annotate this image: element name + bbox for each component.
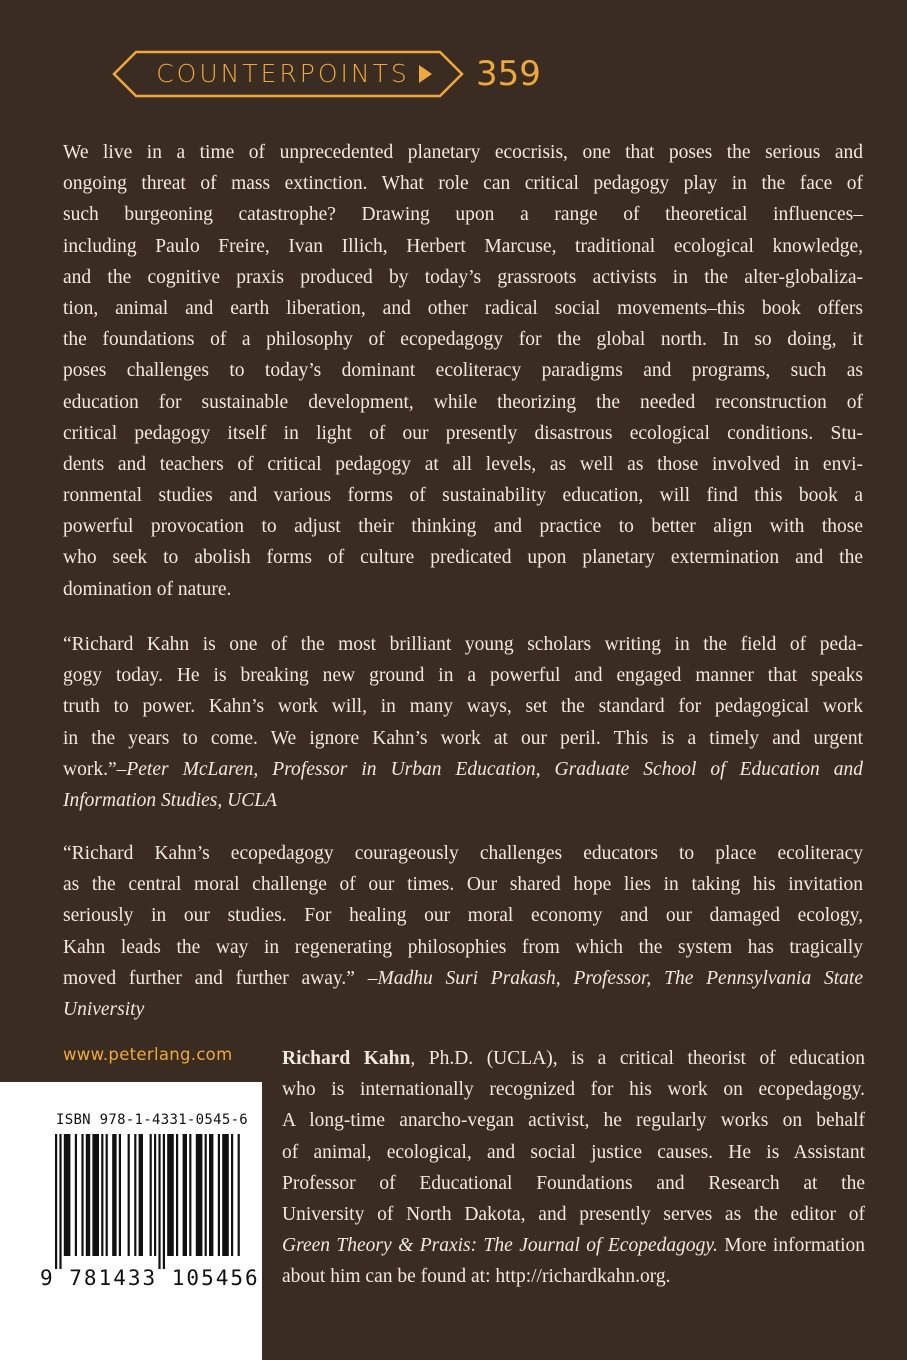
barcode-bar bbox=[238, 1134, 240, 1256]
barcode-bar bbox=[176, 1134, 178, 1256]
quote-line bbox=[63, 754, 863, 785]
barcode bbox=[55, 1134, 241, 1269]
barcode-bar bbox=[189, 1134, 191, 1256]
description-line: who seek to abolish forms of culture predicated upon planetary extermination and the bbox=[63, 547, 863, 569]
barcode-bar bbox=[112, 1134, 116, 1256]
barcode-bar bbox=[55, 1134, 57, 1269]
bio-line: University of North Dakota, and presently serves as the editor of bbox=[282, 1203, 865, 1225]
quote-line: “Richard Kahn’s ecopedagogy courageously challenges educators to place ecoliteracy bbox=[63, 843, 863, 864]
description-line: dents and teachers of critical pedagogy at all levels, as well as those involved in envi- bbox=[63, 453, 863, 475]
description-line: the foundations of a philosophy of ecopedagogy for the global north. In so doing, it bbox=[63, 329, 863, 351]
barcode-bar bbox=[196, 1134, 203, 1256]
barcode-bar bbox=[167, 1134, 174, 1256]
barcode-bar bbox=[205, 1134, 207, 1256]
barcode-panel bbox=[0, 1082, 262, 1360]
quote-line: in the years to come. We ignore Kahn’s work at our peril. This is a timely and urgent bbox=[63, 727, 863, 749]
description-line: critical pedagogy itself in light of our presently disastrous ecological conditions. Stu- bbox=[63, 422, 863, 444]
barcode-bar bbox=[106, 1134, 108, 1256]
barcode-bar bbox=[128, 1134, 130, 1256]
barcode-bar bbox=[218, 1134, 220, 1256]
description-line: powerful provocation to adjust their thinking and practice to better align with those bbox=[63, 516, 863, 538]
barcode-bar bbox=[231, 1134, 233, 1256]
barcode-bar bbox=[139, 1134, 143, 1256]
barcode-bar bbox=[75, 1134, 77, 1256]
barcode-bar bbox=[64, 1134, 71, 1256]
barcode-bar bbox=[81, 1134, 83, 1256]
endorsement-prakash bbox=[63, 838, 863, 1025]
quote-line: seriously in our studies. For healing our moral economy and our damaged ecology, bbox=[63, 905, 863, 927]
barcode-bar bbox=[134, 1134, 136, 1256]
description-line: ongoing threat of mass extinction. What role can critical pedagogy play in the face of bbox=[63, 173, 863, 195]
barcode-bar bbox=[154, 1134, 156, 1256]
attribution: Information Studies, UCLA bbox=[63, 789, 277, 811]
barcode-bar bbox=[86, 1134, 90, 1256]
bio-line: who is internationally recognized for his work on ecopedagogy. bbox=[282, 1079, 865, 1101]
author-bio bbox=[282, 1043, 865, 1293]
barcode-bar bbox=[150, 1134, 152, 1256]
barcode-bar bbox=[92, 1134, 99, 1256]
description-line: and the cognitive praxis produced by today’s grassroots activists in the alter-globaliza- bbox=[63, 266, 863, 288]
quote-end: moved further and further away.” bbox=[63, 967, 368, 989]
barcode-bar bbox=[119, 1134, 121, 1256]
series-number: 359 bbox=[476, 54, 541, 94]
description-line: tion, animal and earth liberation, and other radical social movements–this book offers bbox=[63, 297, 863, 319]
endorsement-mclaren bbox=[63, 629, 863, 816]
bio-line: A long-time anarcho-vegan activist, he regularly works on behalf bbox=[282, 1110, 865, 1132]
description-line: such burgeoning catastrophe? Drawing upon a range of theoretical influences– bbox=[63, 204, 863, 226]
barcode-bar bbox=[158, 1134, 160, 1269]
bio-line: about him can be found at: http://richardkahn.org. bbox=[282, 1266, 671, 1288]
barcode-digits: 9 781433 105456 bbox=[40, 1266, 260, 1290]
author-name: Richard Kahn bbox=[282, 1048, 411, 1069]
bio-text: , Ph.D. (UCLA), is a critical theorist of education bbox=[410, 1048, 866, 1069]
barcode-bar bbox=[183, 1134, 187, 1256]
quote-end: work.” bbox=[63, 758, 117, 780]
quote-line: as the central moral challenge of our times. Our shared hope lies in taking his invitation bbox=[63, 874, 863, 896]
barcode-bar bbox=[163, 1134, 165, 1269]
quote-line: truth to power. Kahn’s work will, in many ways, set the standard for pedagogical work bbox=[63, 696, 863, 718]
isbn-label: ISBN 978-1-4331-0545-6 bbox=[56, 1112, 249, 1128]
description-line: ronmental studies and various forms of sustainability education, will find this book a bbox=[63, 485, 863, 507]
barcode-bar bbox=[222, 1134, 229, 1256]
description-line: including Paulo Freire, Ivan Illich, Herbert Marcuse, traditional ecological knowledge, bbox=[63, 235, 863, 257]
bio-line: Professor of Educational Foundations and Research at the bbox=[282, 1172, 865, 1194]
attribution: University bbox=[63, 998, 145, 1020]
bio-text: More information bbox=[717, 1235, 865, 1257]
attribution: –Madhu Suri Prakash, Professor, The Pennsylvania State bbox=[367, 967, 863, 989]
quote-line bbox=[63, 963, 863, 994]
barcode-bar bbox=[101, 1134, 103, 1256]
attribution: –Peter McLaren, Professor in Urban Education, Graduate School of Education and bbox=[116, 758, 863, 780]
bio-line: of animal, ecological, and social justice causes. He is Assistant bbox=[282, 1141, 865, 1163]
description-line: We live in a time of unprecedented planetary ecocrisis, one that poses the serious and bbox=[63, 142, 863, 163]
barcode-bar bbox=[59, 1134, 61, 1269]
book-description bbox=[63, 137, 863, 605]
quote-line: “Richard Kahn is one of the most brilliant young scholars writing in the field of peda- bbox=[63, 634, 863, 655]
publisher-url[interactable]: www.peterlang.com bbox=[63, 1045, 233, 1064]
description-line: poses challenges to today’s dominant ecoliteracy paradigms and programs, such as bbox=[63, 360, 863, 382]
quote-line: Kahn leads the way in regenerating philosophies from which the system has tragically bbox=[63, 936, 863, 958]
series-name: COUNTERPOINTS bbox=[156, 59, 410, 88]
description-line: education for sustainable development, while theorizing the needed reconstruction of bbox=[63, 391, 863, 413]
quote-line: gogy today. He is breaking new ground in a powerful and engaged manner that speaks bbox=[63, 665, 863, 687]
journal-title: Green Theory & Praxis: The Journal of Ecopedagogy. bbox=[282, 1235, 718, 1257]
description-line: domination of nature. bbox=[63, 578, 232, 600]
barcode-bar bbox=[209, 1134, 213, 1256]
